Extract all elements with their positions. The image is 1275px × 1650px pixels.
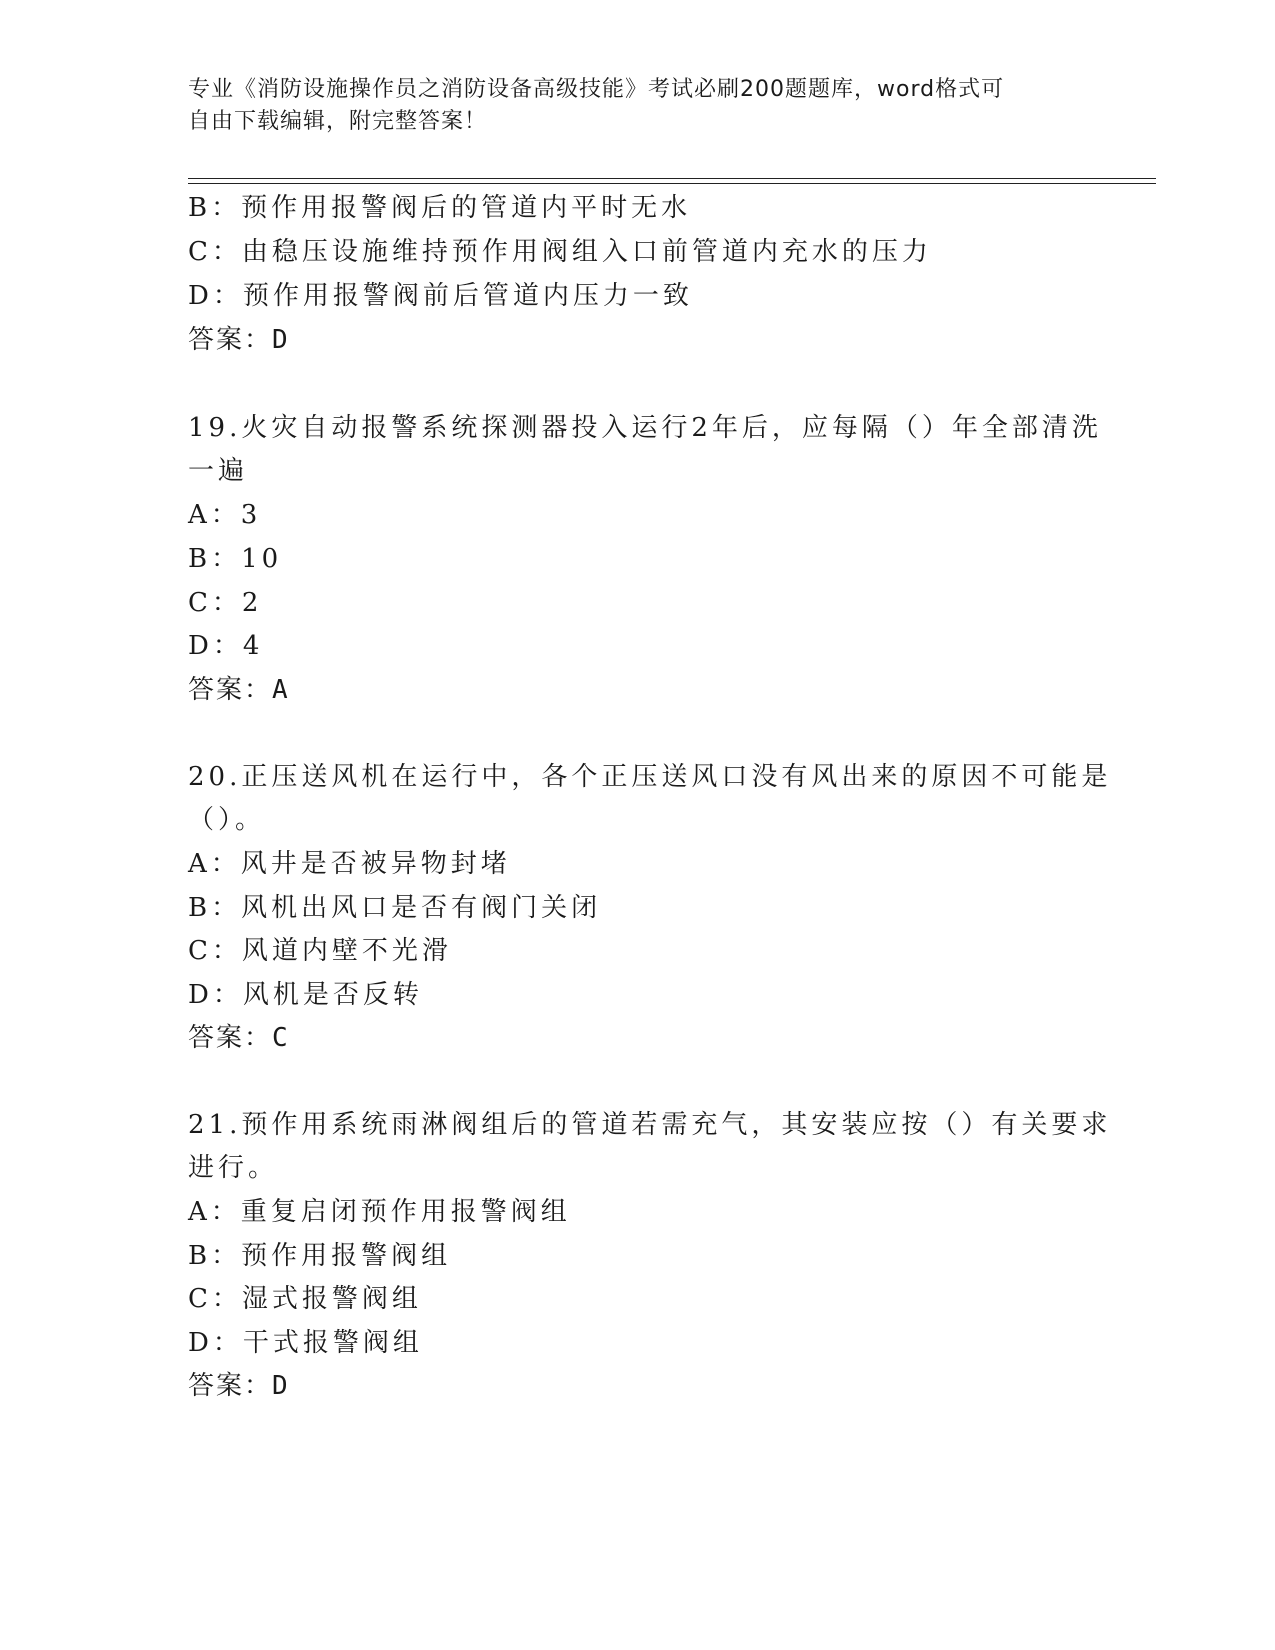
q19-option-b: B：10 [188, 544, 283, 574]
prev-option-c: C：由稳压设施维持预作用阀组入口前管道内充水的压力 [188, 237, 932, 267]
header-divider-top [188, 178, 1156, 179]
q19-option-a: A：3 [188, 500, 262, 530]
answer-value: A [272, 675, 290, 705]
answer-value: D [272, 1371, 290, 1401]
q19-option-c: C：2 [188, 588, 263, 618]
header-divider-bottom [188, 183, 1156, 184]
q21-stem-line-2: 进行。 [188, 1153, 279, 1183]
header-line-2: 自由下载编辑，附完整答案！ [188, 109, 488, 134]
q19-answer [188, 672, 290, 708]
q20-stem-line-1: 20.正压送风机在运行中，各个正压送风口没有风出来的原因不可能是 [188, 762, 1112, 792]
answer-value: C [272, 1023, 290, 1053]
q21-option-c: C：湿式报警阀组 [188, 1284, 422, 1314]
answer-label: 答案： [188, 675, 273, 705]
q20-option-c: C：风道内壁不光滑 [188, 936, 452, 966]
header-line-1: 专业《消防设施操作员之消防设备高级技能》考试必刷200题题库，word格式可 [188, 77, 1005, 102]
prev-option-d: D：预作用报警阀前后管道内压力一致 [188, 281, 693, 311]
q19-option-d: D：4 [188, 631, 264, 661]
answer-label: 答案： [188, 1371, 273, 1401]
q21-option-d: D：干式报警阀组 [188, 1328, 423, 1358]
q19-stem-line-2: 一遍 [188, 456, 249, 486]
document-header [188, 74, 1068, 138]
q19-stem-line-1: 19.火灾自动报警系统探测器投入运行2年后，应每隔（）年全部清洗 [188, 413, 1102, 443]
q20-option-b: B：风机出风口是否有阀门关闭 [188, 893, 602, 923]
prev-answer [188, 322, 290, 358]
q20-stem-line-2: （）。 [188, 805, 266, 835]
prev-option-b: B：预作用报警阀后的管道内平时无水 [188, 193, 692, 223]
q20-option-a: A：风井是否被异物封堵 [188, 849, 511, 879]
answer-label: 答案： [188, 325, 273, 355]
q21-option-a: A：重复启闭预作用报警阀组 [188, 1197, 571, 1227]
q21-option-b: B：预作用报警阀组 [188, 1241, 452, 1271]
q20-option-d: D：风机是否反转 [188, 980, 423, 1010]
q20-answer [188, 1020, 290, 1056]
answer-label: 答案： [188, 1023, 273, 1053]
answer-value: D [272, 325, 290, 355]
q21-answer [188, 1368, 290, 1404]
q21-stem-line-1: 21.预作用系统雨淋阀组后的管道若需充气，其安装应按（）有关要求 [188, 1110, 1112, 1140]
